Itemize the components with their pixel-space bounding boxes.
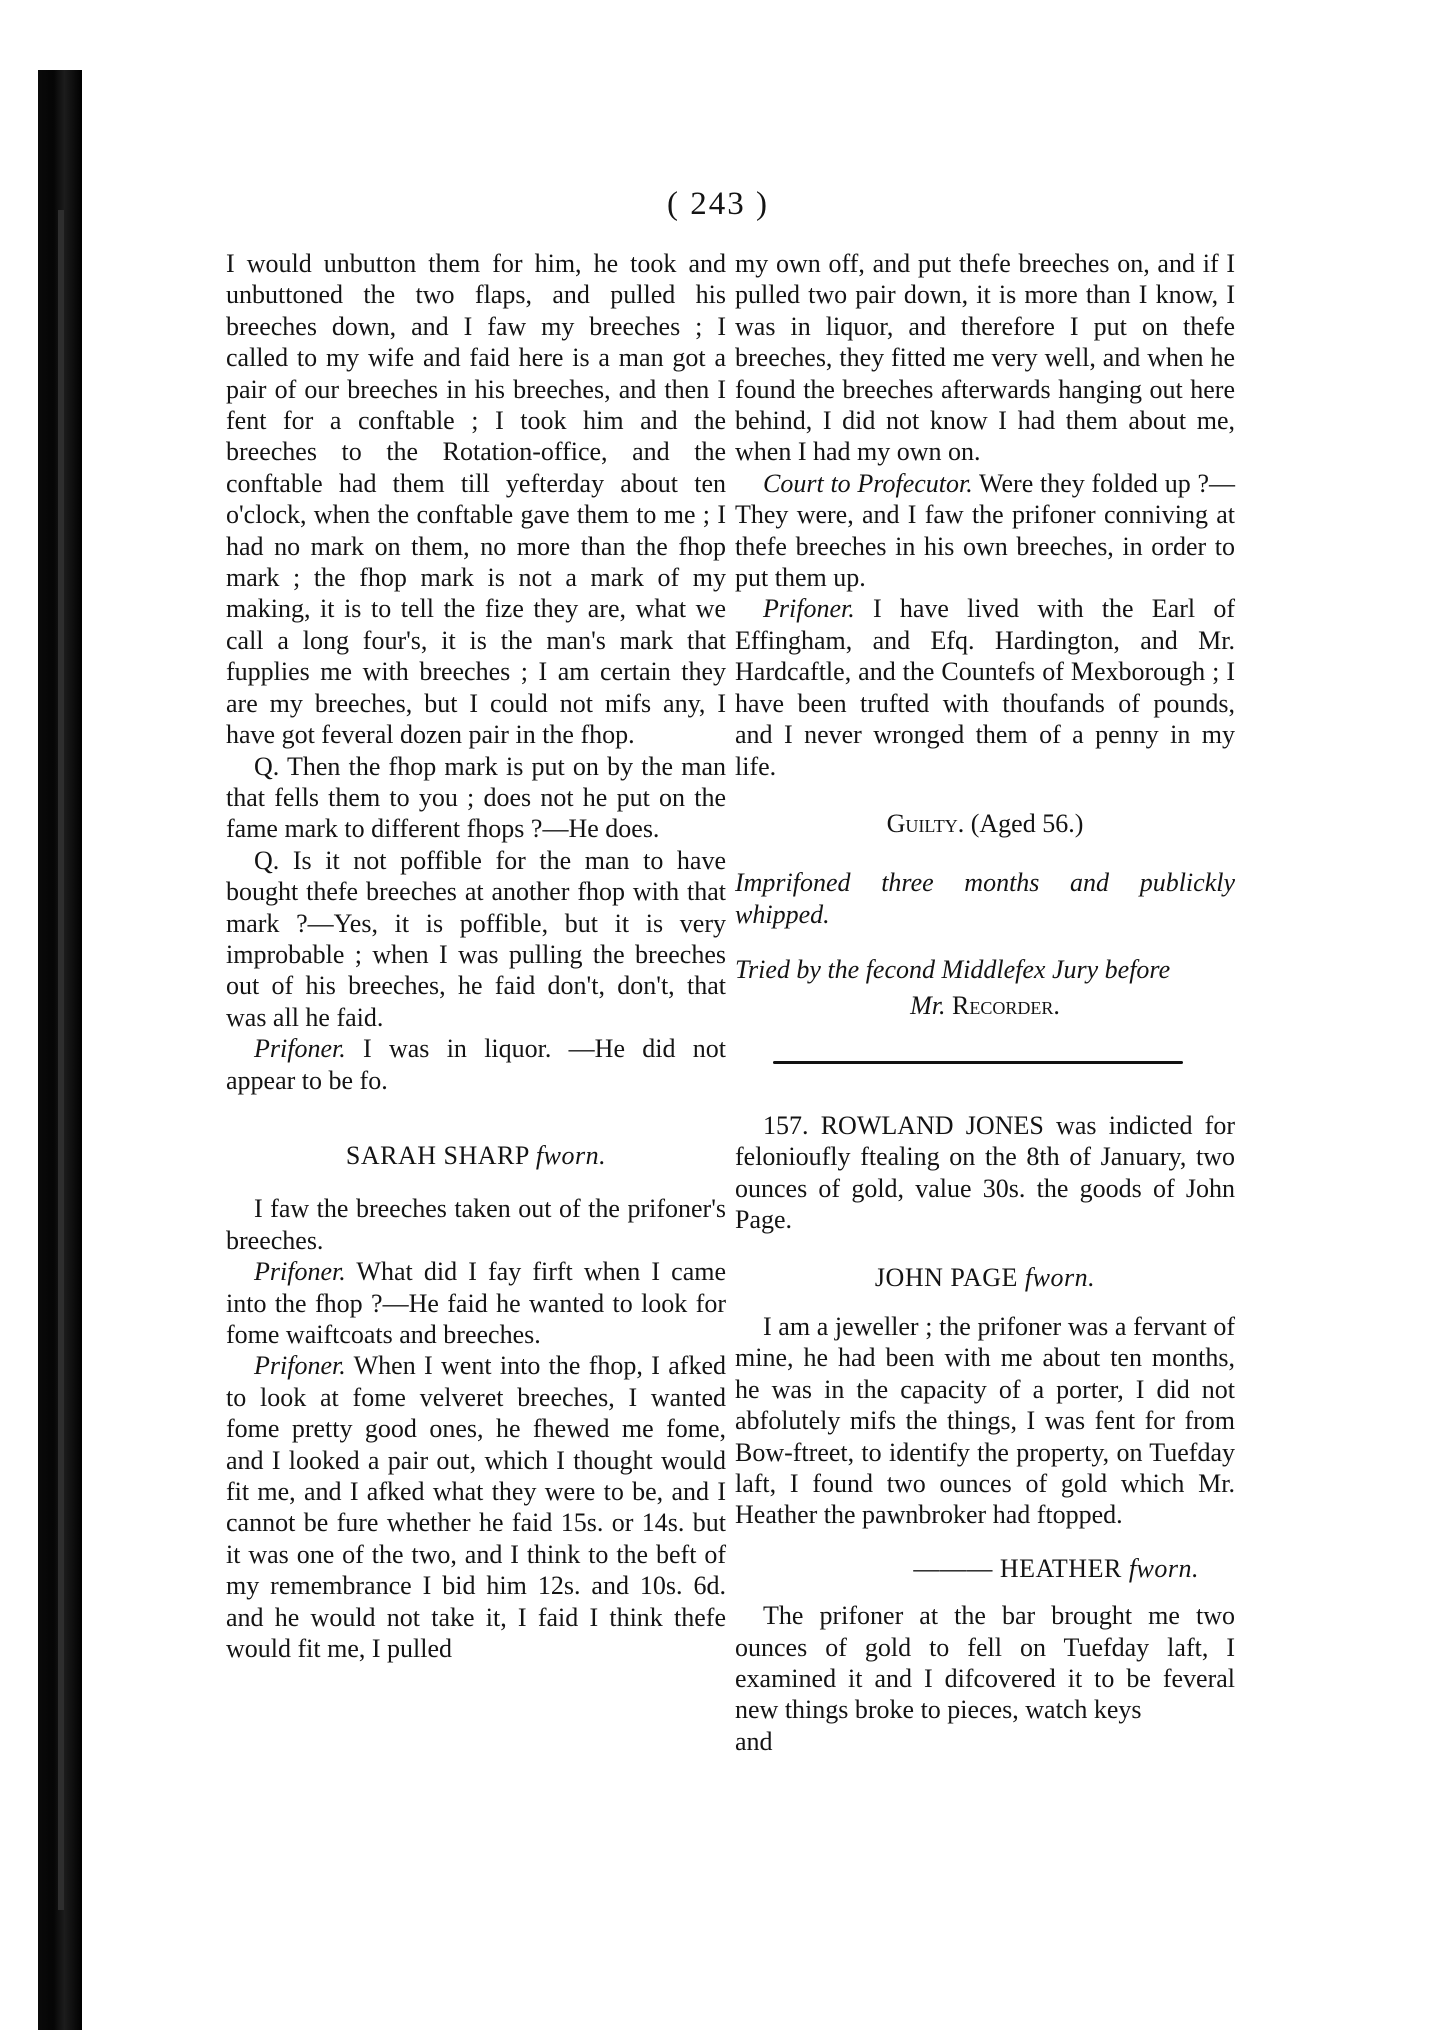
statement-text: I was in liquor. —He did not appear to be fo. [226, 1034, 726, 1095]
left-column [226, 248, 726, 1664]
speaker-label: Court to Profecutor. [763, 468, 973, 498]
catchword: and [735, 1726, 773, 1756]
sworn-label: fworn. [535, 1140, 607, 1170]
question-paragraph: Q. Then the fhop mark is put on by the man that fells them to you ; does not he put on the fame mark to different fhops ?—He does. [226, 751, 726, 844]
recorder-name: Recorder. [952, 990, 1060, 1020]
prisoner-defence [226, 1350, 726, 1664]
witness-heading-heather [735, 1553, 1235, 1584]
testimony-paragraph: I would unbutton them for him, he took and unbuttoned the two flaps, and pulled his breeches down, and I faw my breeches ; I called to my wife and faid here is a man got a pair of our breeches in his breeches, and then I fent for a conftable ; I took him and the breeches to the Rotation-office, and the conftable had them till yefterday about ten o'clock, when the conftable gave them to me ; I had no mark on them, no more than the fhop mark ; the fhop mark is not a mark of my making, it is to tell the fize they are, what we call a long four's, it is the man's mark that fupplies me with breeches ; I am certain they are my breeches, but I could not mifs any, I have got feveral dozen pair in the fhop. [226, 249, 726, 750]
right-column [735, 248, 1235, 1757]
witness-heading-sarah-sharp [226, 1140, 726, 1171]
testimony-paragraph: The prifoner at the bar brought me two ounces of gold to fell on Tuefday laft, I examined it and I difcovered it to be feveral new things broke to pieces, watch keys [735, 1601, 1235, 1725]
speaker-label: Prifoner. [763, 594, 855, 624]
witness-name: ——— HEATHER [913, 1553, 1122, 1583]
statement-text: What did I fay firft when I came into the fhop ?—He faid he wanted to look for fome waiftcoats and breeches. [226, 1257, 727, 1349]
verdict-line [735, 808, 1235, 839]
case-number: 157. [763, 1110, 809, 1140]
prisoner-statement [735, 593, 1235, 781]
verdict: Guilty. [886, 808, 965, 838]
testimony-paragraph: I faw the breeches taken out of the prifoner's breeches. [226, 1194, 726, 1255]
speaker-label: Prifoner. [254, 1351, 346, 1381]
testimony-paragraph: I am a jeweller ; the prifoner was a fervant of mine, he had been with me about ten months, he was in the capacity of a porter, I did not abfolutely mifs the things, I was fent for from Bow-ftreet, to identify the property, on Tuefday laft, I found two ounces of gold which Mr. Heather the pawnbroker had ftopped. [735, 1311, 1235, 1530]
prisoner-question [226, 1256, 726, 1350]
case-text: was indicted for felonioufly ftealing on the 8th of January, two ounces of gold, value 30s. the goods of John Page. [735, 1110, 1235, 1235]
witness-name: SARAH SHARP [345, 1140, 529, 1170]
book-binding-shadow [38, 70, 82, 2030]
speaker-label: Prifoner. [254, 1257, 346, 1287]
statement-text: When I went into the fhop, I afked to look at fome velveret breeches, I wanted fome pretty good ones, he fhewed me fome, and I looked a pair out, which I thought would fit me, and I afked what they were to be, and I cannot be fure whether he faid 15s. or 14s. but it was one of the two, and I think to the beft of my remembrance I bid him 12s. and 10s. 6d. and he would not take it, I faid I think thefe would fit me, I pulled [226, 1351, 727, 1664]
witness-name: JOHN PAGE [874, 1262, 1018, 1292]
prisoner-statement [226, 1033, 726, 1096]
case-heading-paragraph [735, 1110, 1235, 1236]
case-defendant: ROWLAND JONES [820, 1110, 1044, 1140]
statement-text: Were they folded up ?—They were, and I faw the prifoner conniving at thefe breeches in his own breeches, in order to put them up. [735, 468, 1235, 593]
sworn-label: fworn. [1128, 1553, 1199, 1583]
defence-continuation: my own off, and put thefe breeches on, and if I pulled two pair down, it is more than I know, I was in liquor, and therefore I put on thefe breeches, they fitted me very well, and when he found the breeches afterwards hanging out here behind, I did not know I had them about me, when I had my own on. [735, 249, 1235, 467]
tried-by-line: Tried by the fecond Middlefex Jury before [735, 955, 1171, 985]
statement-text: I have lived with the Earl of Effingham, and Efq. Hardington, and Mr. Hardcaftle, and the Countefs of Mexborough ; I have been trufted with thoufands of pounds, and I never wronged them of a penny in my life. [735, 594, 1235, 781]
speaker-label: Prifoner. [254, 1034, 346, 1064]
page-number: ( 243 ) [667, 186, 769, 222]
sworn-label: fworn. [1024, 1262, 1096, 1292]
verdict-age: (Aged 56.) [970, 808, 1084, 838]
section-divider [773, 1061, 1183, 1064]
court-question [735, 468, 1235, 594]
sentence: Imprifoned three months and publickly whipped. [735, 868, 1235, 929]
recorder-prefix: Mr. [910, 990, 946, 1020]
question-paragraph: Q. Is it not poffible for the man to have bought thefe breeches at another fhop with that mark ?—Yes, it is poffible, but it is very improbable ; when I was pulling the breeches out of his breeches, he faid don't, don't, that was all he faid. [226, 845, 726, 1032]
witness-heading-john-page [735, 1262, 1235, 1293]
recorder-line [735, 990, 1235, 1021]
